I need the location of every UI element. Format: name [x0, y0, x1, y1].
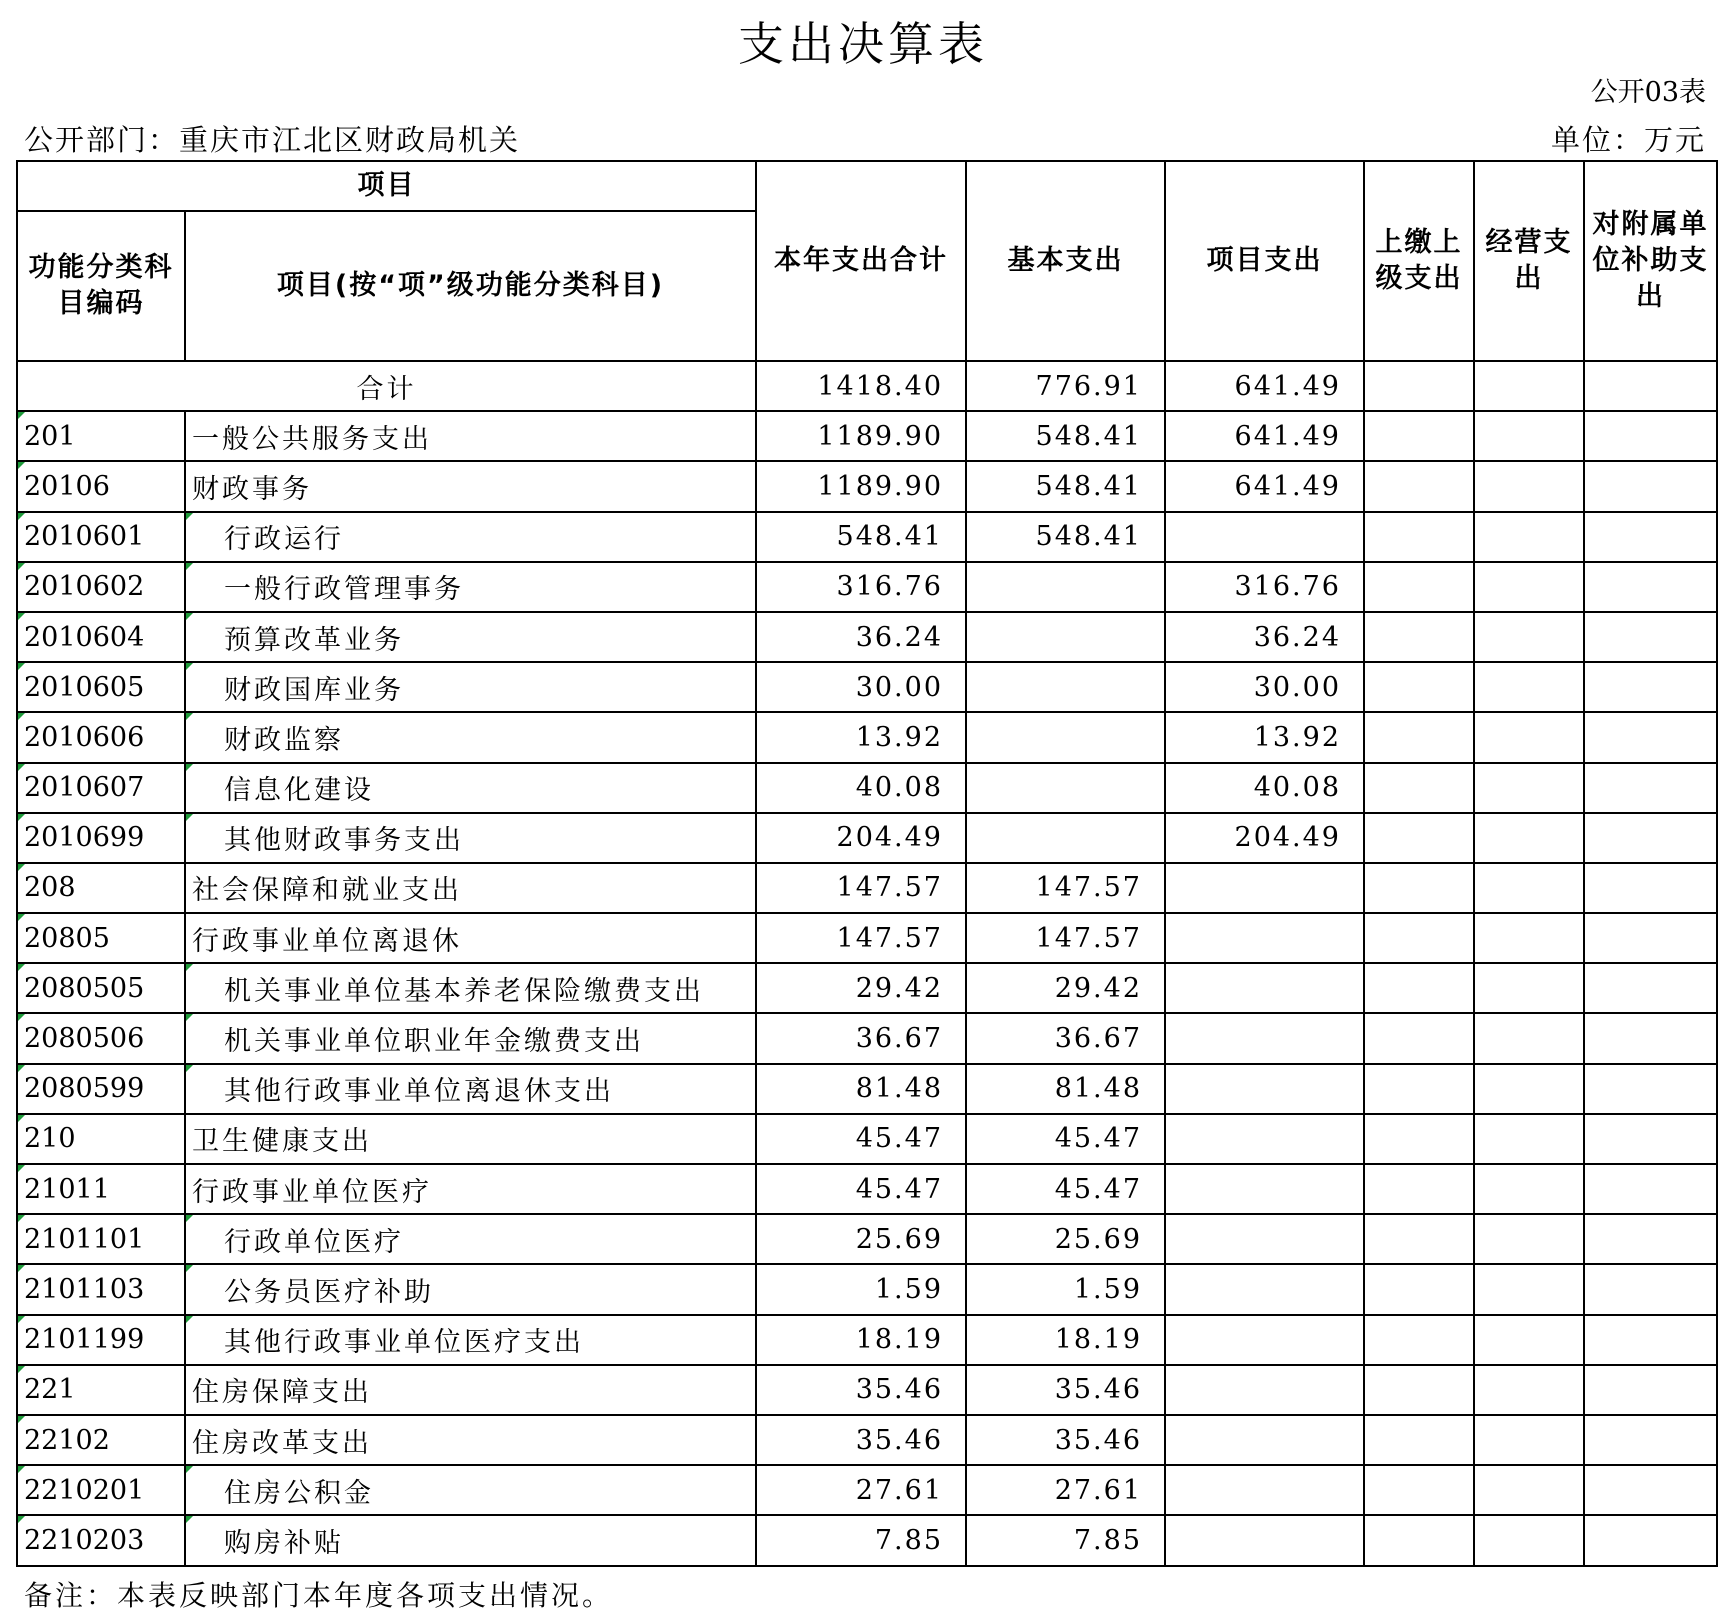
- row-upper: [1364, 1315, 1474, 1365]
- table-row: [17, 612, 1717, 662]
- row-basic: 548.41: [966, 411, 1165, 461]
- row-business: [1474, 411, 1584, 461]
- row-upper: [1364, 913, 1474, 963]
- row-code: 2010607: [17, 763, 185, 813]
- row-project: 36.24: [1165, 612, 1364, 662]
- row-total: 316.76: [756, 562, 966, 612]
- row-upper: [1364, 1365, 1474, 1415]
- row-basic: 35.46: [966, 1415, 1165, 1465]
- row-name: 财政国库业务: [185, 662, 756, 712]
- unit-label: 单位：万元: [1550, 123, 1706, 157]
- total-label: 合计: [17, 361, 756, 411]
- row-project: [1165, 1214, 1364, 1264]
- row-basic: 548.41: [966, 461, 1165, 511]
- row-name: 公务员医疗补助: [185, 1264, 756, 1314]
- row-project: 30.00: [1165, 662, 1364, 712]
- table-row: [17, 712, 1717, 762]
- row-subsidy: [1584, 863, 1717, 913]
- table-row: [17, 763, 1717, 813]
- row-subsidy: [1584, 813, 1717, 863]
- row-business: [1474, 1315, 1584, 1365]
- row-code: 208: [17, 863, 185, 913]
- row-upper: [1364, 662, 1474, 712]
- table-row: [17, 813, 1717, 863]
- row-name: 住房改革支出: [185, 1415, 756, 1465]
- row-upper: [1364, 1214, 1474, 1264]
- row-total: 40.08: [756, 763, 966, 813]
- department-label: 公开部门：重庆市江北区财政局机关: [24, 123, 521, 157]
- row-code: 20106: [17, 461, 185, 511]
- row-code: 22102: [17, 1415, 185, 1465]
- row-subsidy: [1584, 963, 1717, 1013]
- row-name: 其他行政事业单位医疗支出: [185, 1315, 756, 1365]
- row-total: 45.47: [756, 1114, 966, 1164]
- row-name: 住房公积金: [185, 1465, 756, 1515]
- row-total: 1189.90: [756, 461, 966, 511]
- row-basic: 45.47: [966, 1164, 1165, 1214]
- header-project: 项目: [17, 161, 756, 211]
- row-basic: 29.42: [966, 963, 1165, 1013]
- row-code: 221: [17, 1365, 185, 1415]
- total-upper: [1364, 361, 1474, 411]
- row-code: 2101199: [17, 1315, 185, 1365]
- row-name: 行政事业单位离退休: [185, 913, 756, 963]
- table-row: [17, 1013, 1717, 1063]
- header-name: 项目(按“项”级功能分类科目): [185, 211, 756, 361]
- row-total: 147.57: [756, 913, 966, 963]
- row-code: 2010605: [17, 662, 185, 712]
- row-name: 财政事务: [185, 461, 756, 511]
- row-code: 2010602: [17, 562, 185, 612]
- row-name: 社会保障和就业支出: [185, 863, 756, 913]
- total-total: 1418.40: [756, 361, 966, 411]
- row-business: [1474, 562, 1584, 612]
- row-subsidy: [1584, 1114, 1717, 1164]
- row-name: 信息化建设: [185, 763, 756, 813]
- row-basic: [966, 712, 1165, 762]
- row-business: [1474, 1013, 1584, 1063]
- row-business: [1474, 763, 1584, 813]
- table-row: [17, 1164, 1717, 1214]
- row-subsidy: [1584, 1365, 1717, 1415]
- row-project: 316.76: [1165, 562, 1364, 612]
- row-subsidy: [1584, 1164, 1717, 1214]
- row-total: 36.24: [756, 612, 966, 662]
- table-row: [17, 963, 1717, 1013]
- table-row: [17, 1465, 1717, 1515]
- row-project: 641.49: [1165, 461, 1364, 511]
- table-row: [17, 1214, 1717, 1264]
- row-subsidy: [1584, 1415, 1717, 1465]
- total-row: [17, 361, 1717, 411]
- row-business: [1474, 612, 1584, 662]
- row-name: 行政事业单位医疗: [185, 1164, 756, 1214]
- row-subsidy: [1584, 763, 1717, 813]
- row-subsidy: [1584, 411, 1717, 461]
- row-code: 2210201: [17, 1465, 185, 1515]
- row-code: 2010606: [17, 712, 185, 762]
- row-basic: 147.57: [966, 863, 1165, 913]
- total-project: 641.49: [1165, 361, 1364, 411]
- table-row: [17, 1315, 1717, 1365]
- row-upper: [1364, 411, 1474, 461]
- row-subsidy: [1584, 1315, 1717, 1365]
- row-name: 财政监察: [185, 712, 756, 762]
- row-subsidy: [1584, 662, 1717, 712]
- row-business: [1474, 863, 1584, 913]
- row-name: 住房保障支出: [185, 1365, 756, 1415]
- row-upper: [1364, 1064, 1474, 1114]
- total-business: [1474, 361, 1584, 411]
- row-total: 7.85: [756, 1515, 966, 1565]
- row-total: 548.41: [756, 512, 966, 562]
- row-total: 18.19: [756, 1315, 966, 1365]
- row-project: [1165, 1315, 1364, 1365]
- total-subsidy: [1584, 361, 1717, 411]
- row-upper: [1364, 1013, 1474, 1063]
- row-subsidy: [1584, 562, 1717, 612]
- row-project: [1165, 1264, 1364, 1314]
- row-code: 20805: [17, 913, 185, 963]
- row-project: [1165, 1064, 1364, 1114]
- row-total: 1189.90: [756, 411, 966, 461]
- row-basic: 45.47: [966, 1114, 1165, 1164]
- row-subsidy: [1584, 1214, 1717, 1264]
- row-business: [1474, 461, 1584, 511]
- row-subsidy: [1584, 612, 1717, 662]
- table-row: [17, 662, 1717, 712]
- header-basic: 基本支出: [966, 161, 1165, 361]
- table-row: [17, 512, 1717, 562]
- row-total: 25.69: [756, 1214, 966, 1264]
- row-name: 其他财政事务支出: [185, 813, 756, 863]
- row-subsidy: [1584, 913, 1717, 963]
- row-basic: 18.19: [966, 1315, 1165, 1365]
- row-total: 36.67: [756, 1013, 966, 1063]
- row-upper: [1364, 863, 1474, 913]
- row-upper: [1364, 763, 1474, 813]
- row-total: 35.46: [756, 1365, 966, 1415]
- expenditure-table: [16, 160, 1718, 1567]
- row-project: 40.08: [1165, 763, 1364, 813]
- form-number: 公开03表: [1590, 77, 1706, 108]
- row-total: 147.57: [756, 863, 966, 913]
- row-name: 行政单位医疗: [185, 1214, 756, 1264]
- header-project-expense: 项目支出: [1165, 161, 1364, 361]
- table-row: [17, 1415, 1717, 1465]
- table-row: [17, 1515, 1717, 1565]
- row-basic: 36.67: [966, 1013, 1165, 1063]
- row-code: 2080506: [17, 1013, 185, 1063]
- row-subsidy: [1584, 1465, 1717, 1515]
- row-upper: [1364, 1164, 1474, 1214]
- row-total: 204.49: [756, 813, 966, 863]
- row-business: [1474, 813, 1584, 863]
- row-subsidy: [1584, 1013, 1717, 1063]
- row-upper: [1364, 1114, 1474, 1164]
- row-basic: 1.59: [966, 1264, 1165, 1314]
- row-upper: [1364, 1465, 1474, 1515]
- row-basic: 7.85: [966, 1515, 1165, 1565]
- row-upper: [1364, 963, 1474, 1013]
- row-business: [1474, 1515, 1584, 1565]
- row-subsidy: [1584, 1515, 1717, 1565]
- row-upper: [1364, 712, 1474, 762]
- row-total: 29.42: [756, 963, 966, 1013]
- row-name: 机关事业单位职业年金缴费支出: [185, 1013, 756, 1063]
- row-business: [1474, 712, 1584, 762]
- row-upper: [1364, 612, 1474, 662]
- row-project: [1165, 1164, 1364, 1214]
- row-code: 2080599: [17, 1064, 185, 1114]
- row-upper: [1364, 1264, 1474, 1314]
- row-total: 35.46: [756, 1415, 966, 1465]
- table-row: [17, 863, 1717, 913]
- row-basic: 35.46: [966, 1365, 1165, 1415]
- row-subsidy: [1584, 712, 1717, 762]
- row-project: [1165, 1515, 1364, 1565]
- row-project: 204.49: [1165, 813, 1364, 863]
- row-business: [1474, 1465, 1584, 1515]
- row-basic: 147.57: [966, 913, 1165, 963]
- row-total: 30.00: [756, 662, 966, 712]
- row-project: [1165, 1465, 1364, 1515]
- row-business: [1474, 963, 1584, 1013]
- row-name: 购房补贴: [185, 1515, 756, 1565]
- row-name: 机关事业单位基本养老保险缴费支出: [185, 963, 756, 1013]
- row-basic: [966, 813, 1165, 863]
- row-upper: [1364, 461, 1474, 511]
- table-row: [17, 461, 1717, 511]
- row-business: [1474, 1164, 1584, 1214]
- table-row: [17, 411, 1717, 461]
- row-basic: [966, 763, 1165, 813]
- table-row: [17, 1365, 1717, 1415]
- header-subsidy: 对附属单位补助支出: [1584, 161, 1717, 361]
- row-business: [1474, 1114, 1584, 1164]
- row-upper: [1364, 813, 1474, 863]
- row-basic: 81.48: [966, 1064, 1165, 1114]
- row-basic: [966, 562, 1165, 612]
- row-basic: [966, 662, 1165, 712]
- row-code: 2010699: [17, 813, 185, 863]
- row-project: [1165, 863, 1364, 913]
- row-project: [1165, 1114, 1364, 1164]
- row-total: 13.92: [756, 712, 966, 762]
- row-project: 13.92: [1165, 712, 1364, 762]
- row-basic: [966, 612, 1165, 662]
- row-business: [1474, 1365, 1584, 1415]
- header-code: 功能分类科目编码: [17, 211, 185, 361]
- row-name: 卫生健康支出: [185, 1114, 756, 1164]
- row-basic: 548.41: [966, 512, 1165, 562]
- row-business: [1474, 1415, 1584, 1465]
- row-upper: [1364, 1515, 1474, 1565]
- row-total: 27.61: [756, 1465, 966, 1515]
- footnote: 备注：本表反映部门本年度各项支出情况。: [24, 1579, 614, 1612]
- row-subsidy: [1584, 1064, 1717, 1114]
- row-total: 45.47: [756, 1164, 966, 1214]
- total-basic: 776.91: [966, 361, 1165, 411]
- row-code: 2010604: [17, 612, 185, 662]
- table-body: [17, 361, 1717, 1566]
- header-total: 本年支出合计: [756, 161, 966, 361]
- row-business: [1474, 1064, 1584, 1114]
- row-code: 2101101: [17, 1214, 185, 1264]
- table-row: [17, 1064, 1717, 1114]
- row-name: 行政运行: [185, 512, 756, 562]
- row-subsidy: [1584, 461, 1717, 511]
- row-business: [1474, 1264, 1584, 1314]
- row-code: 21011: [17, 1164, 185, 1214]
- row-total: 1.59: [756, 1264, 966, 1314]
- row-code: 2101103: [17, 1264, 185, 1314]
- row-upper: [1364, 1415, 1474, 1465]
- header-upper: 上缴上级支出: [1364, 161, 1474, 361]
- table-row: [17, 1114, 1717, 1164]
- row-business: [1474, 662, 1584, 712]
- row-basic: 25.69: [966, 1214, 1165, 1264]
- row-business: [1474, 913, 1584, 963]
- row-business: [1474, 512, 1584, 562]
- row-name: 预算改革业务: [185, 612, 756, 662]
- header-business: 经营支出: [1474, 161, 1584, 361]
- row-project: [1165, 512, 1364, 562]
- row-code: 2210203: [17, 1515, 185, 1565]
- row-project: [1165, 1415, 1364, 1465]
- page-title: 支出决算表: [738, 17, 988, 71]
- row-code: 210: [17, 1114, 185, 1164]
- row-code: 201: [17, 411, 185, 461]
- row-code: 2080505: [17, 963, 185, 1013]
- row-project: [1165, 913, 1364, 963]
- table-row: [17, 562, 1717, 612]
- table-row: [17, 913, 1717, 963]
- row-name: 一般公共服务支出: [185, 411, 756, 461]
- row-upper: [1364, 512, 1474, 562]
- row-name: 一般行政管理事务: [185, 562, 756, 612]
- row-subsidy: [1584, 1264, 1717, 1314]
- row-subsidy: [1584, 512, 1717, 562]
- row-business: [1474, 1214, 1584, 1264]
- row-basic: 27.61: [966, 1465, 1165, 1515]
- row-code: 2010601: [17, 512, 185, 562]
- row-project: [1165, 963, 1364, 1013]
- row-project: 641.49: [1165, 411, 1364, 461]
- row-total: 81.48: [756, 1064, 966, 1114]
- table-row: [17, 1264, 1717, 1314]
- row-project: [1165, 1013, 1364, 1063]
- row-project: [1165, 1365, 1364, 1415]
- row-name: 其他行政事业单位离退休支出: [185, 1064, 756, 1114]
- row-upper: [1364, 562, 1474, 612]
